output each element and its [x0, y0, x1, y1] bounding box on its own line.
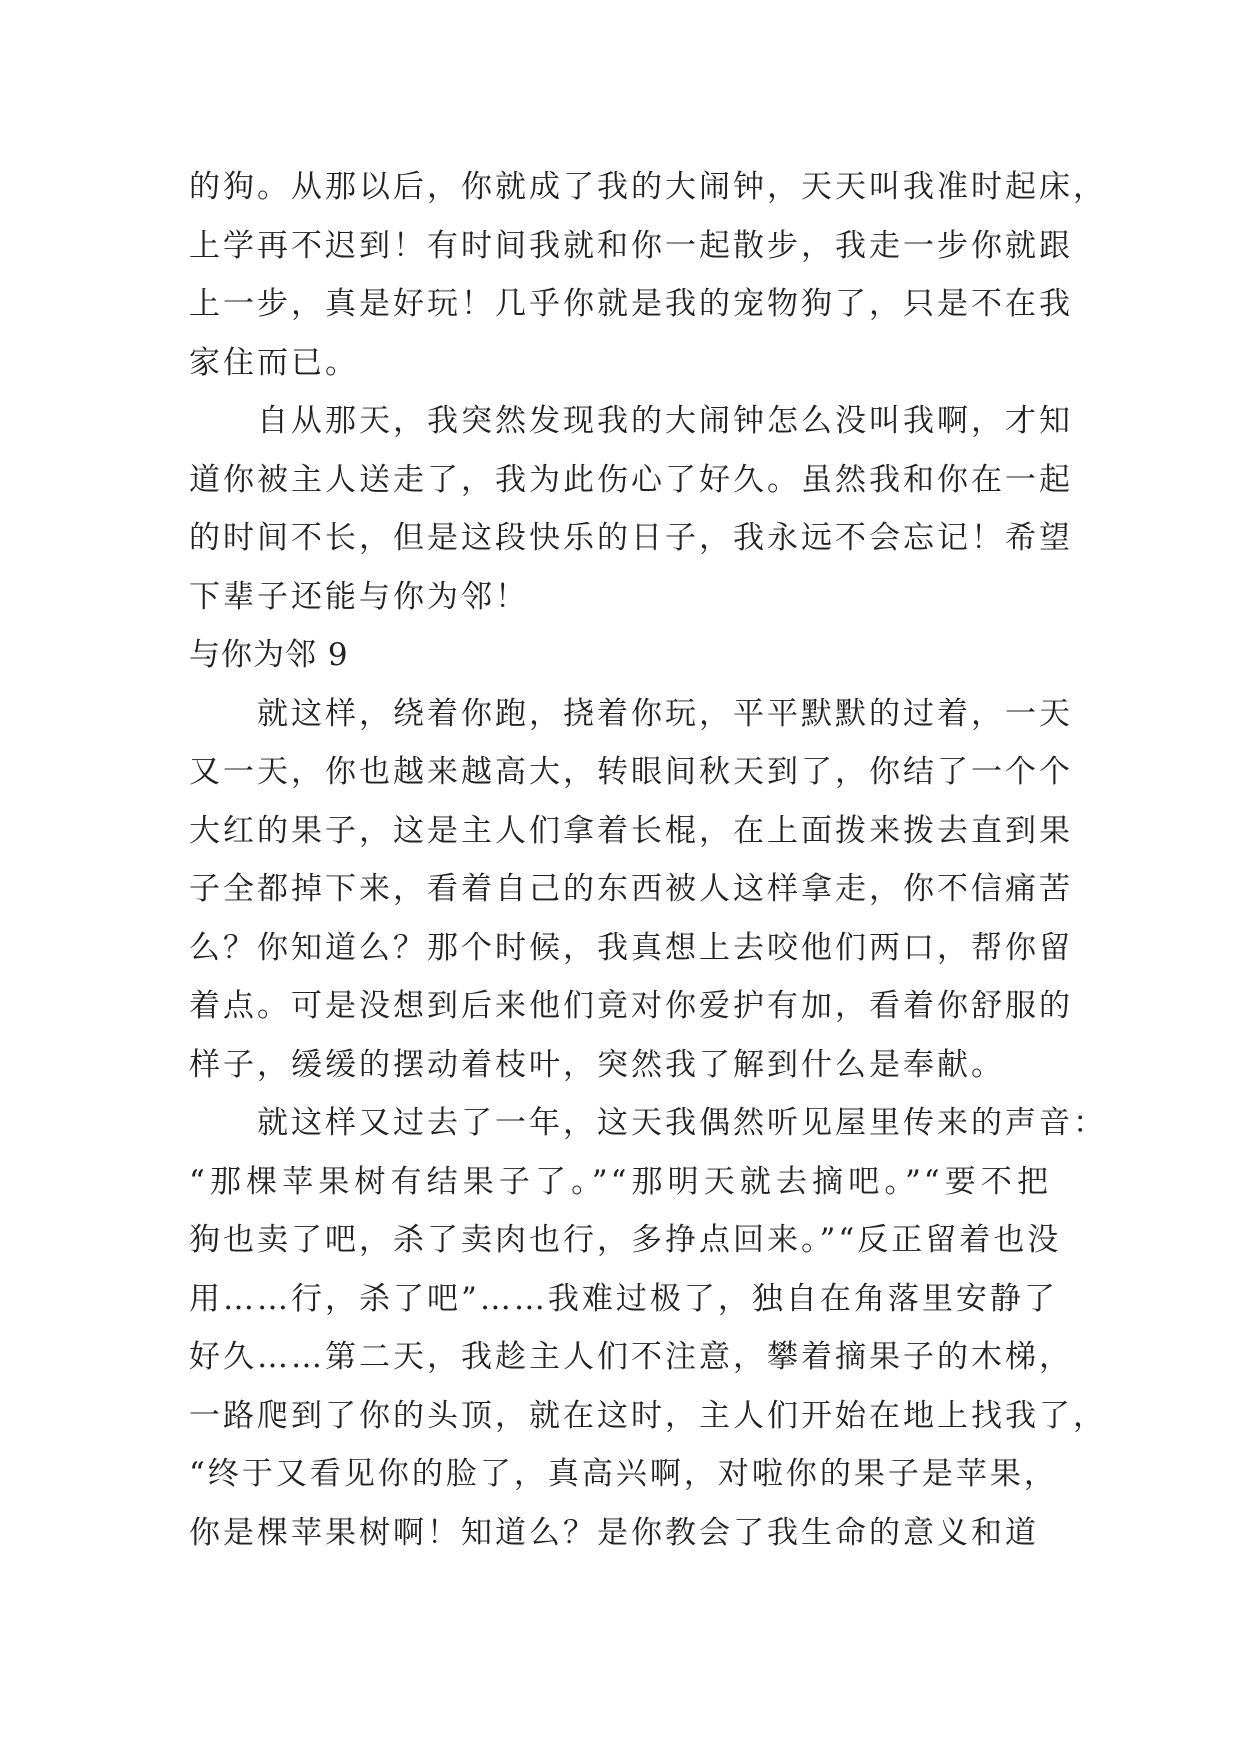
paragraph-line: 家住而已。: [189, 344, 359, 381]
paragraph-line: 就这样，绕着你跑，挠着你玩，平平默默的过着，一天: [257, 695, 1073, 732]
paragraph-line: 上学再不迟到！有时间我就和你一起散步，我走一步你就跟: [189, 227, 1073, 264]
section-heading: 与你为邻 9: [189, 637, 349, 673]
paragraph-line: 大红的果子，这是主人们拿着长棍，在上面拨来拨去直到果: [189, 812, 1073, 849]
paragraph-line: 的时间不长，但是这段快乐的日子，我永远不会忘记！希望: [189, 520, 1073, 556]
paragraph-line: 么？你知道么？那个时候，我真想上去咬他们两口，帮你留: [189, 929, 1073, 966]
paragraph-line: 一路爬到了你的头顶，就在这时，主人们开始在地上找我了，: [189, 1397, 1107, 1434]
paragraph-line: 你是棵苹果树啊！知道么？是你教会了我生命的意义和道: [189, 1514, 1039, 1551]
paragraph-line: 道你被主人送走了，我为此伤心了好久。虽然我和你在一起: [189, 461, 1073, 498]
paragraph-line: 的狗。从那以后，你就成了我的大闹钟，天天叫我准时起床，: [189, 169, 1107, 205]
paragraph-line: 用……行，杀了吧”……我难过极了，独自在角落里安静了: [189, 1280, 1058, 1317]
paragraph-line: 自从那天，我突然发现我的大闹钟怎么没叫我啊，才知: [257, 403, 1073, 439]
document-body: [189, 158, 1107, 1562]
paragraph: [189, 685, 1073, 1095]
paragraph: [189, 392, 1073, 626]
paragraph: [189, 158, 1107, 392]
paragraph-line: 好久……第二天，我趁主人们不注意，攀着摘果子的木梯，: [189, 1339, 1073, 1375]
paragraph-line: 狗也卖了吧，杀了卖肉也行，多挣点回来。”“反正留着也没: [189, 1222, 1062, 1258]
paragraph-line: 子全都掉下来，看着自己的东西被人这样拿走，你不信痛苦: [189, 871, 1073, 907]
paragraph-line: “终于又看见你的脸了，真高兴啊，对啦你的果子是苹果，: [189, 1456, 1058, 1492]
paragraph-line: 样子，缓缓的摆动着枝叶，突然我了解到什么是奉献。: [189, 1046, 1005, 1083]
paragraph-line: 又一天，你也越来越高大，转眼间秋天到了，你结了一个个: [189, 754, 1073, 790]
paragraph-line: 就这样又过去了一年，这天我偶然听见屋里传来的声音：: [257, 1105, 1107, 1141]
paragraph-line: “那棵苹果树有结果子了。”“那明天就去摘吧。”“要不把: [189, 1163, 1051, 1200]
paragraph: [189, 1094, 1107, 1562]
paragraph-line: 下辈子还能与你为邻！: [189, 578, 529, 615]
paragraph-line: 着点。可是没想到后来他们竟对你爱护有加，看着你舒服的: [189, 988, 1073, 1024]
paragraph-line: 上一步，真是好玩！几乎你就是我的宠物狗了，只是不在我: [189, 286, 1073, 322]
